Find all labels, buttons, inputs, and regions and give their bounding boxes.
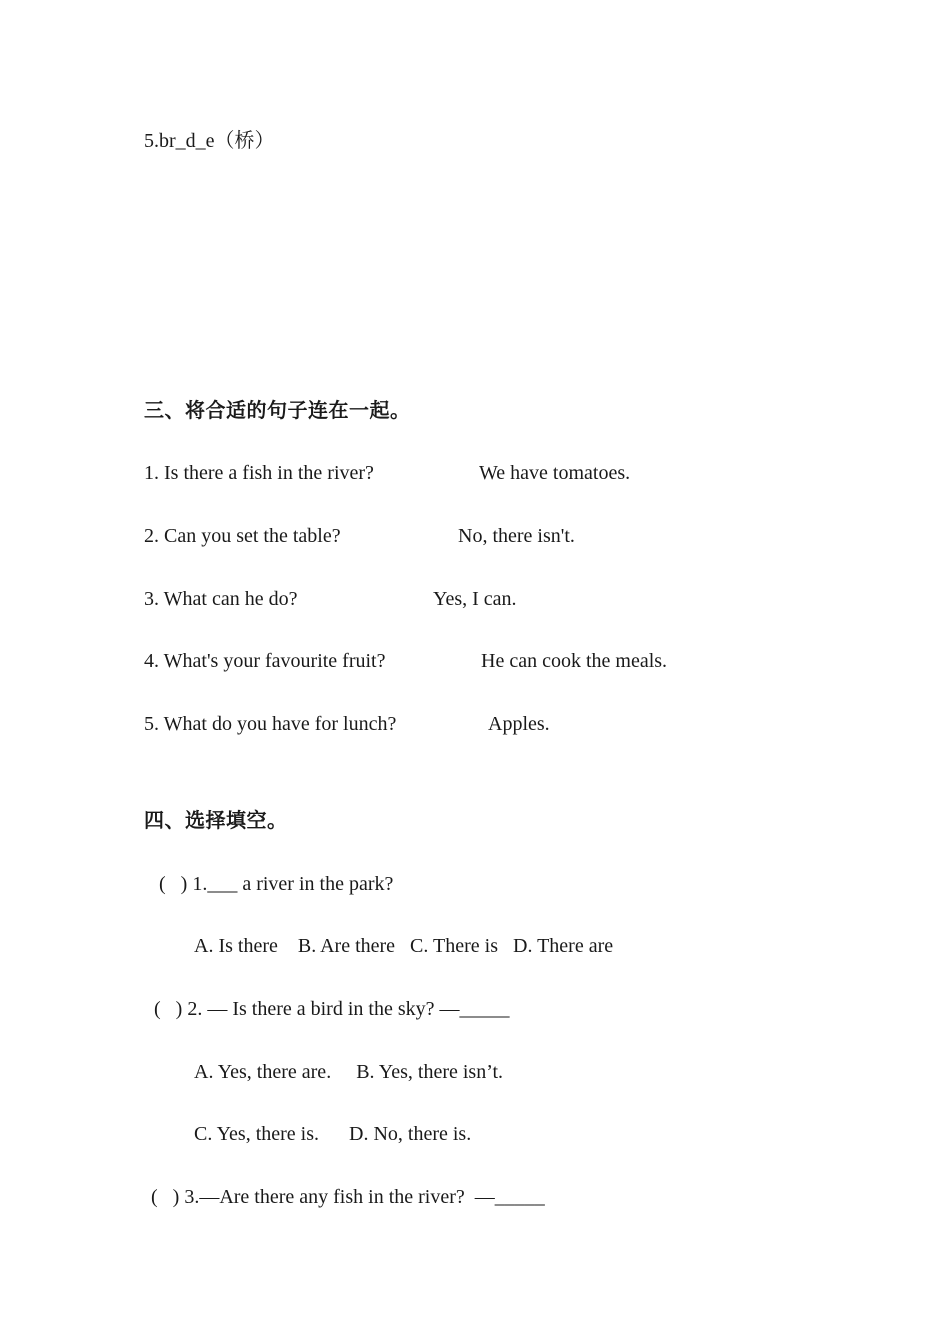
match-answer-1: We have tomatoes.: [479, 462, 631, 484]
match-answer-4: He can cook the meals.: [481, 650, 668, 672]
match-question-2: 2. Can you set the table?: [144, 525, 341, 547]
match-answer-3: Yes, I can.: [433, 588, 517, 610]
spelling-item-5: 5.br_d_e（桥）: [144, 130, 275, 152]
choice-question-3: ( ) 3.—Are there any fish in the river? —_____: [151, 1186, 545, 1208]
match-answer-5: Apples.: [488, 713, 550, 735]
choice-options-2a: A. Yes, there are. B. Yes, there isn’t.: [194, 1061, 504, 1083]
choice-options-2b: C. Yes, there is. D. No, there is.: [194, 1123, 472, 1145]
choice-options-1: A. Is there B. Are there C. There is D. There are: [194, 935, 614, 957]
match-question-4: 4. What's your favourite fruit?: [144, 650, 386, 672]
choice-question-2: ( ) 2. — Is there a bird in the sky? —_____: [154, 998, 510, 1020]
match-question-1: 1. Is there a fish in the river?: [144, 462, 374, 484]
section-4-heading: 四、选择填空。: [144, 808, 288, 832]
match-question-5: 5. What do you have for lunch?: [144, 713, 397, 735]
match-question-3: 3. What can he do?: [144, 588, 298, 610]
match-answer-2: No, there isn't.: [458, 525, 575, 547]
section-3-heading: 三、将合适的句子连在一起。: [144, 398, 411, 422]
choice-question-1: ( ) 1.___ a river in the park?: [159, 873, 394, 895]
